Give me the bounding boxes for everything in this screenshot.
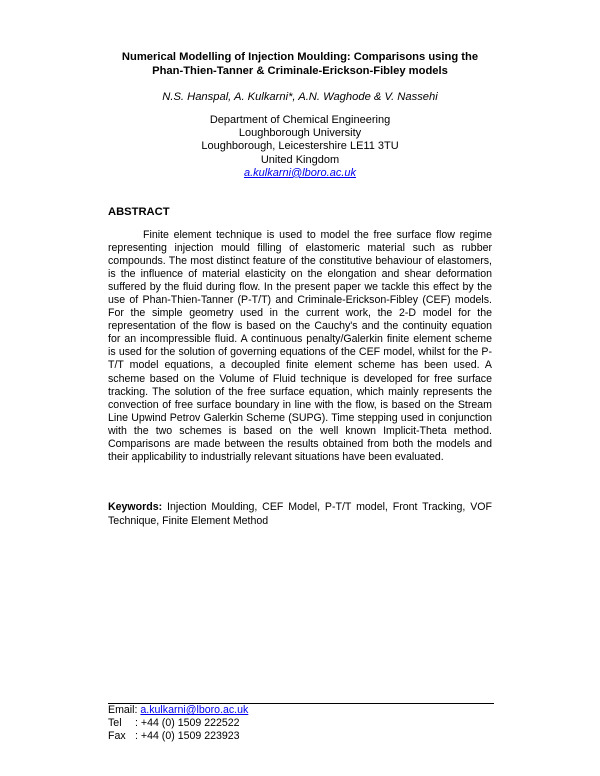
footnote-fax-label: Fax	[108, 730, 126, 743]
footnote-email-row	[108, 704, 248, 717]
footnote-tel-value: : +44 (0) 1509 222522	[135, 717, 240, 730]
title-line-2: Phan-Thien-Tanner & Criminale-Erickson-Fibley models	[152, 65, 448, 77]
authors: N.S. Hanspal, A. Kulkarni*, A.N. Waghode & V. Nassehi	[162, 91, 438, 103]
footnote	[108, 704, 248, 744]
abstract-text: Finite element technique is used to model the free surface flow regime representing injection mould filling of elastomeric material such as rubber compounds. The most distinct feature of the constitutive behaviour of elastomers, is the influence of material elasticity on the elongation and shear deformation suffered by the fluid during flow. In the present paper we tackle this effect by the use of Phan-Thien-Tanner (P-T/T) and Criminale-Erickson-Fibley (CEF) models. For the simple geometry used in the current work, the 2-D model for the representation of the flow is based on the Cauchy's and the continuity equation for an incompressible fluid. A continuous penalty/Galerkin finite element scheme is used for the solution of governing equations of the CEF model, whilst for the P-T/T model equations, a decoupled finite element scheme has been used. A scheme based on the Volume of Fluid technique is developed for free surface tracking. The solution of the free surface equation, which mainly represents the convection of free surface boundary in line with the flow, is based on the Stream Line Upwind Petrov Galerkin Scheme (SUPG). Time stepping used in conjunction with the two schemes is based on the well known Implicit-Theta method. Comparisons are made between the results obtained from both the models and their applicability to industrially relevant situations have been evaluated.	[108, 229, 492, 463]
affiliation-address: Loughborough, Leicestershire LE11 3TU	[201, 140, 399, 153]
affiliation-department: Department of Chemical Engineering	[209, 114, 391, 126]
paper-title	[100, 50, 500, 78]
footnote-fax-value: : +44 (0) 1509 223923	[135, 730, 240, 743]
keywords	[108, 501, 492, 528]
affiliation	[150, 114, 450, 180]
footnote-email-label: Email:	[108, 704, 138, 716]
affiliation-country: United Kingdom	[260, 153, 340, 166]
affiliation-email-link[interactable]: a.kulkarni@lboro.ac.uk	[243, 166, 357, 179]
keywords-label: Keywords:	[108, 501, 163, 513]
footnote-fax-row	[108, 730, 248, 743]
footnote-tel-row	[108, 717, 248, 730]
abstract-heading: ABSTRACT	[108, 206, 170, 218]
footnote-tel-label: Tel	[108, 717, 122, 730]
footnote-email-link[interactable]: a.kulkarni@lboro.ac.uk	[140, 704, 249, 716]
affiliation-university: Loughborough University	[238, 127, 362, 140]
keywords-text: Injection Moulding, CEF Model, P-T/T model, Front Tracking, VOF Technique, Finite Element Method	[108, 501, 492, 527]
title-line-1: Numerical Modelling of Injection Moulding: Comparisons using the	[121, 51, 479, 63]
